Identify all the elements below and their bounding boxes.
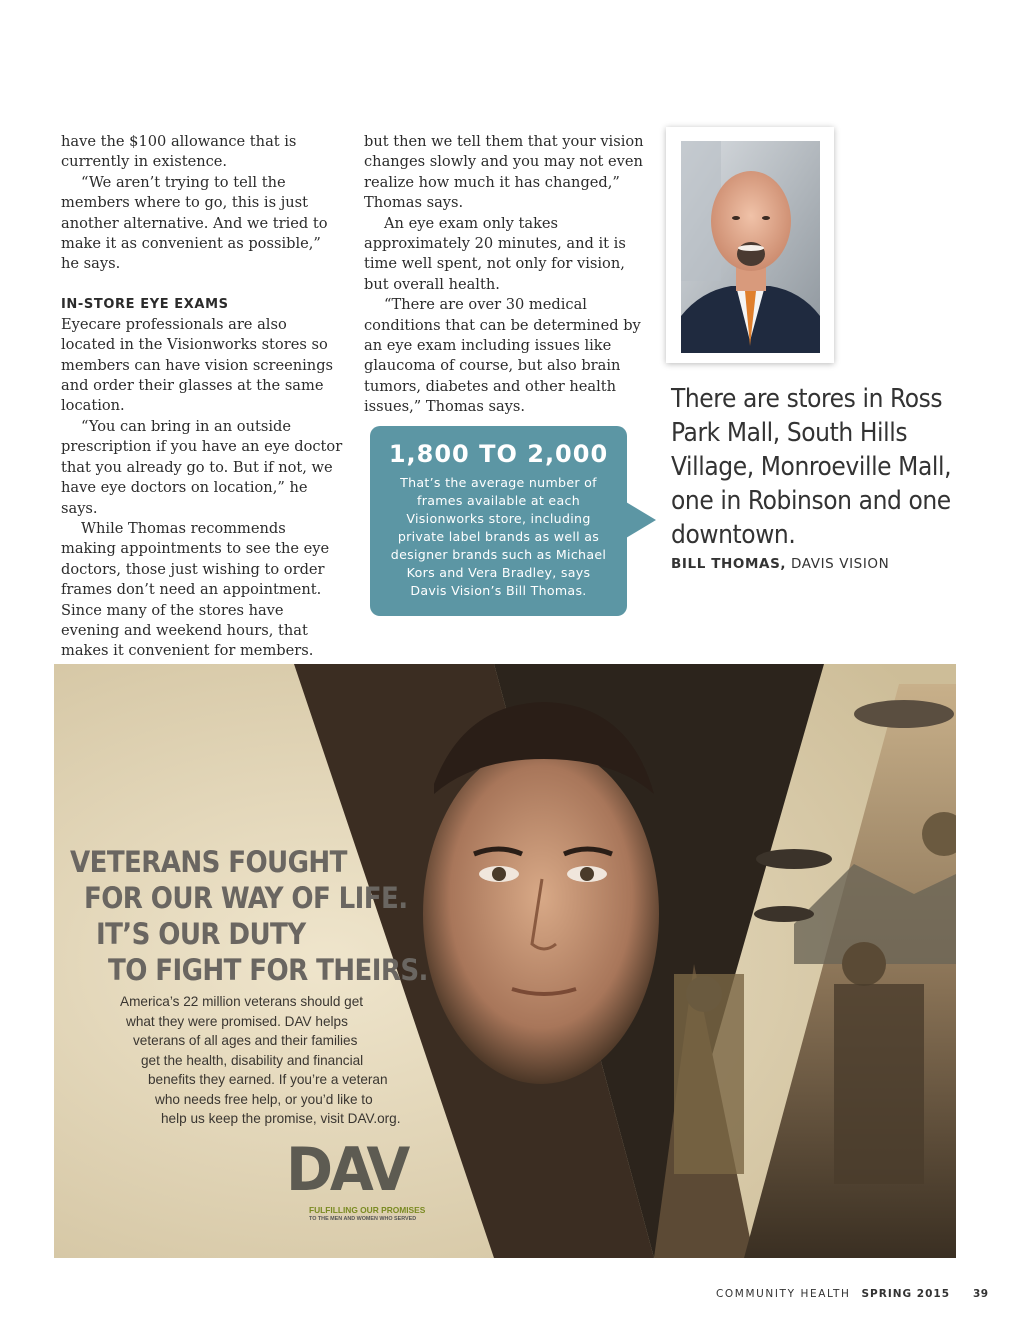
pull-quote: There are stores in Ross Park Mall, South Hills Village, Monroeville Mall, one in Robinson and one downtown. bbox=[671, 384, 952, 550]
paragraph: Eyecare professionals are also located in the Visionworks stores so members can have vision screenings and order their glasses at the same location. bbox=[61, 315, 334, 415]
paragraph: but then we tell them that your vision changes slowly and you may not even realize how much it has changed,” Thomas says. bbox=[364, 133, 644, 212]
quote-organization: DAVIS VISION bbox=[786, 556, 890, 572]
dav-tagline: FULFILLING OUR PROMISES bbox=[309, 1205, 426, 1215]
headline-line: TO FIGHT FOR THEIRS. bbox=[108, 953, 428, 987]
body-line: help us keep the promise, visit DAV.org. bbox=[161, 1111, 401, 1126]
article-column-1 bbox=[61, 132, 343, 703]
ad-body-text bbox=[118, 992, 428, 1129]
paragraph: have the $100 allowance that is currently in existence. bbox=[61, 133, 297, 171]
body-line: get the health, disability and financial bbox=[141, 1052, 364, 1068]
headline-line: IT’S OUR DUTY bbox=[96, 917, 306, 951]
paragraph: “You can bring in an outside prescription if you have an eye doctor that you already go to. But if not, we have eye doctors on location,” he says. bbox=[61, 417, 343, 517]
headline-line: VETERANS FOUGHT bbox=[70, 845, 347, 879]
page-footer bbox=[716, 1288, 989, 1300]
callout-pointer bbox=[626, 502, 656, 538]
ad-headline bbox=[70, 844, 428, 988]
page-number: 39 bbox=[973, 1288, 989, 1300]
paragraph: “We aren’t trying to tell the members where to go, this is just another alternative. And we tried to make it as convenient as possible,” he says. bbox=[61, 173, 328, 273]
issue-label: SPRING 2015 bbox=[861, 1288, 951, 1300]
article-column-2 bbox=[364, 132, 648, 418]
quote-attribution bbox=[671, 556, 889, 572]
publication-name: COMMUNITY HEALTH bbox=[716, 1288, 851, 1300]
paragraph: “There are over 30 medical conditions that can be determined by an eye exam including issues like glaucoma of course, but also brain tumors, diabetes and other health issues,” Thomas says. bbox=[364, 296, 641, 416]
quote-author: BILL THOMAS, bbox=[671, 556, 787, 572]
body-line: what they were promised. DAV helps bbox=[126, 1013, 348, 1029]
dav-subtagline: TO THE MEN AND WOMEN WHO SERVED bbox=[309, 1216, 417, 1222]
stat-callout bbox=[370, 426, 627, 616]
callout-number: 1,800 TO 2,000 bbox=[388, 440, 609, 468]
body-line: who needs free help, or you’d like to bbox=[155, 1091, 373, 1107]
paragraph: An eye exam only takes approximately 20 minutes, and it is time well spent, not only for vision, but overall health. bbox=[364, 214, 626, 293]
section-subhead: IN-STORE EYE EXAMS bbox=[61, 296, 229, 312]
portrait-photo bbox=[666, 127, 834, 363]
body-line: benefits they earned. If you’re a veteran bbox=[148, 1072, 388, 1087]
dav-advertisement bbox=[54, 664, 956, 1258]
body-line: veterans of all ages and their families bbox=[133, 1033, 358, 1048]
headline-line: FOR OUR WAY OF LIFE. bbox=[84, 881, 408, 915]
paragraph: While Thomas recommends making appointments to see the eye doctors, those just wishing to order frames don’t need an appointment. Since many of the stores have evening and weekend hours, that makes it convenient for members. bbox=[61, 519, 330, 660]
dav-wordmark: DAV bbox=[286, 1135, 408, 1205]
portrait-image bbox=[681, 141, 820, 353]
callout-text: That’s the average number of frames available at each Visionworks store, including private label brands as well as designer brands such as Michael Kors and Vera Bradley, says Davis Vision’s Bill Thomas. bbox=[390, 475, 607, 598]
body-line: America’s 22 million veterans should get bbox=[120, 994, 364, 1009]
